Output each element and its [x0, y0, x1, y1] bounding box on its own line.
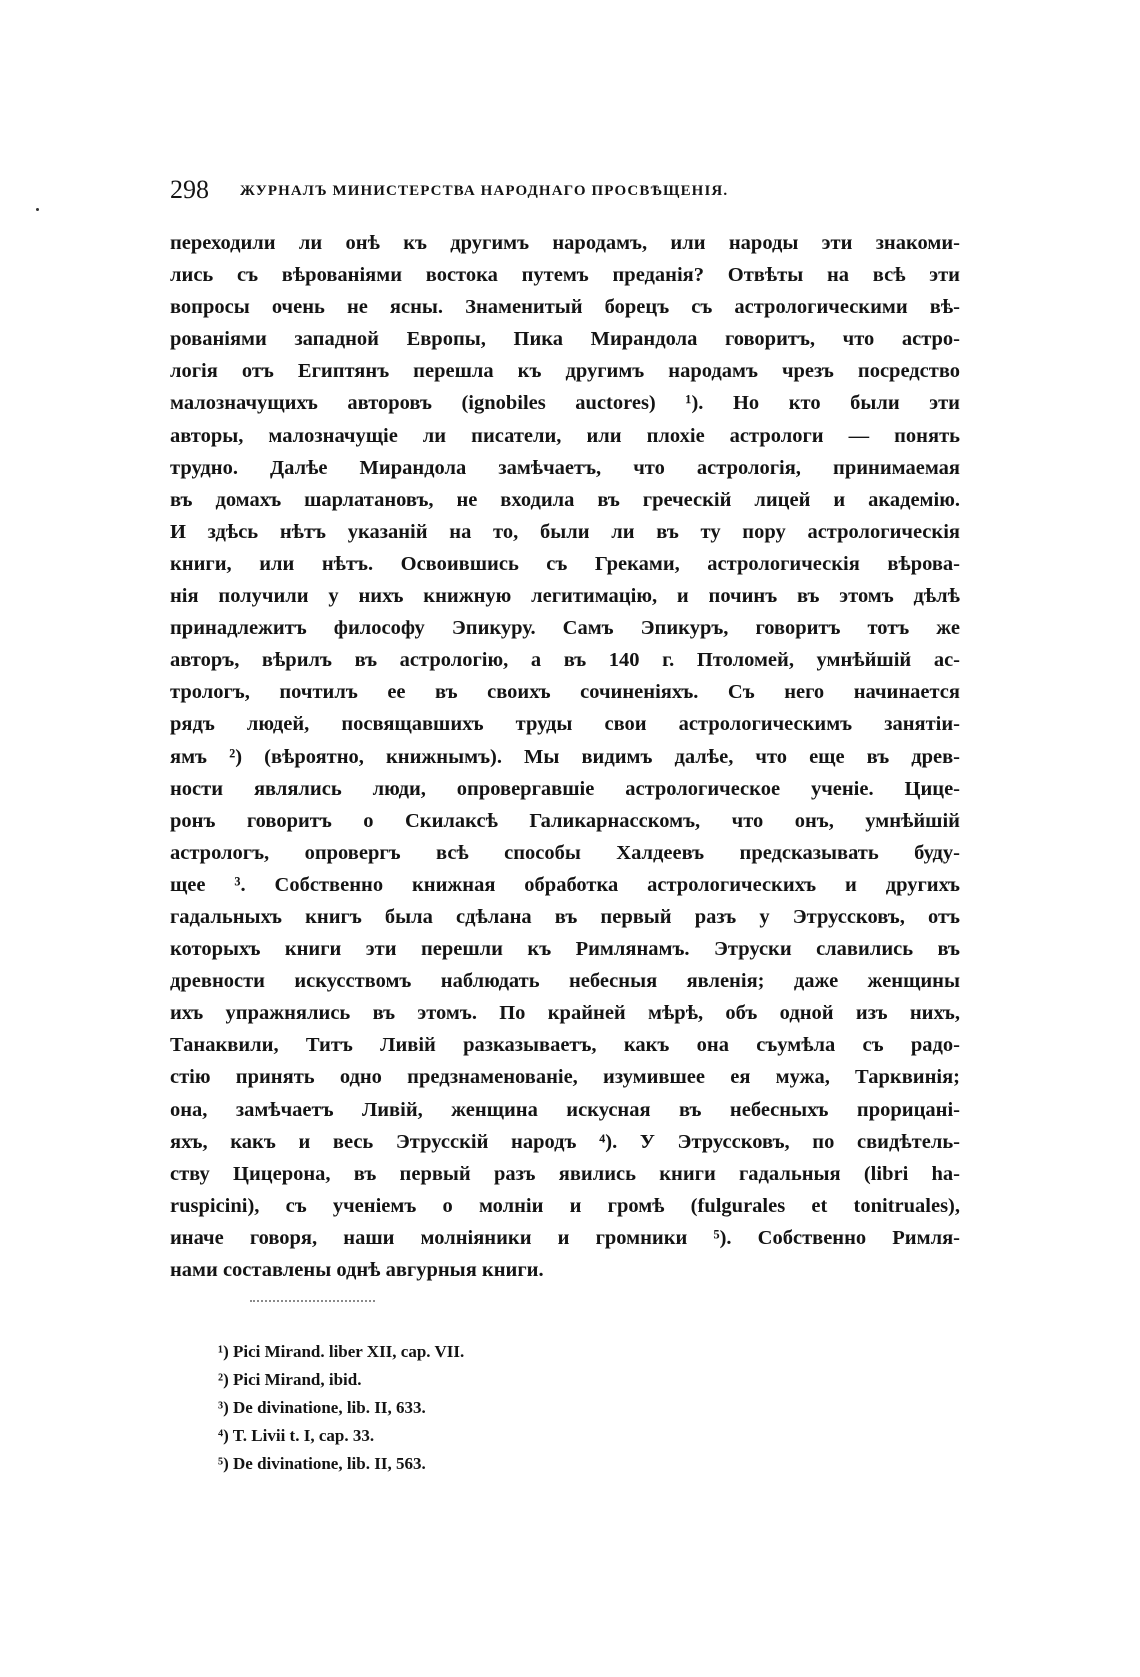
body-line: древности искусствомъ наблюдать небесныя явленія; даже женщины [170, 970, 960, 993]
footnote-5: ⁵) De divinatione, lib. II, 563. [218, 1454, 426, 1473]
body-line: ству Цицерона, въ первый разъ явились книги гадальныя (libri ha- [170, 1162, 960, 1185]
scan-speck [36, 208, 39, 211]
body-line: рядъ людей, посвящавшихъ труды свои астрологическимъ занятіи- [170, 713, 960, 736]
body-line: щее ³. Собственно книжная обработка астрологическихъ и другихъ [170, 873, 960, 896]
body-line: она, замѣчаетъ Ливій, женщина искусная въ небесныхъ прорицані- [170, 1098, 960, 1121]
body-line: авторы, малозначущіе ли писатели, или плохіе астрологи — понять [170, 424, 960, 447]
body-line: И здѣсь нѣтъ указаній на то, были ли въ ту пору астрологическія [170, 520, 960, 543]
body-line: нія получили у нихъ книжную легитимацію, и починъ въ этомъ дѣлѣ [170, 585, 960, 608]
body-line: ности являлись люди, опровергавшіе астрологическое ученіе. Цице- [170, 777, 960, 800]
body-line: ruspicini), съ ученіемъ о молніи и громѣ (fulgurales et tonitruales), [170, 1194, 960, 1217]
running-title: ЖУРНАЛЪ МИНИСТЕРСТВА НАРОДНАГО ПРОСВѢЩЕНІЯ. [240, 183, 729, 199]
body-line: Танаквили, Титъ Ливій разказываетъ, какъ она съумѣла съ радо- [170, 1034, 960, 1057]
body-line: которыхъ книги эти перешли къ Римлянамъ. Этруски славились въ [170, 938, 960, 961]
body-line: астрологъ, опровергъ всѣ способы Халдеевъ предсказывать буду- [170, 841, 960, 864]
footnote-2: ²) Pici Mirand, ibid. [218, 1370, 362, 1389]
body-line: рованіями западной Европы, Пика Мирандола говоритъ, что астро- [170, 328, 960, 351]
page-number: 298 [170, 175, 209, 204]
body-line: вопросы очень не ясны. Знаменитый борецъ съ астрологическими вѣ- [170, 296, 960, 319]
body-text [170, 227, 960, 1286]
footnote-3: ³) De divinatione, lib. II, 633. [218, 1398, 426, 1417]
footnote-separator [250, 1300, 375, 1302]
body-line: логія отъ Египтянъ перешла къ другимъ народамъ чрезъ посредство [170, 360, 960, 383]
body-line: въ домахъ шарлатановъ, не входила въ греческій лицей и академію. [170, 488, 960, 511]
body-line: трудно. Далѣе Мирандола замѣчаетъ, что астрологія, принимаемая [170, 456, 960, 479]
body-line: малозначущихъ авторовъ (ignobiles auctores) ¹). Но кто были эти [170, 392, 960, 415]
body-line: трологъ, почтилъ ее въ своихъ сочиненіяхъ. Съ него начинается [170, 681, 960, 704]
body-line: книги, или нѣтъ. Освоившись съ Греками, астрологическія вѣрова- [170, 552, 960, 575]
body-line: гадальныхъ книгъ была сдѣлана въ первый разъ у Этруссковъ, отъ [170, 905, 960, 928]
body-line: авторъ, вѣрилъ въ астрологію, а въ 140 г. Птоломей, умнѣйшій ас- [170, 649, 960, 672]
body-line: яхъ, какъ и весь Этрусскій народъ ⁴). У Этруссковъ, по свидѣтель- [170, 1130, 960, 1153]
body-line: переходили ли онѣ къ другимъ народамъ, или народы эти знакоми- [170, 232, 960, 254]
body-line: нами составлены однѣ авгурныя книги. [170, 1259, 544, 1281]
body-line: принадлежитъ философу Эпикуру. Самъ Эпикуръ, говоритъ тотъ же [170, 617, 960, 640]
page-header [170, 174, 960, 206]
body-line: ихъ упражнялись въ этомъ. По крайней мѣрѣ, объ одной изъ нихъ, [170, 1002, 960, 1025]
body-line: иначе говоря, наши молніяники и громники ⁵). Собственно Римля- [170, 1226, 960, 1249]
body-line: ямъ ²) (вѣроятно, книжнымъ). Мы видимъ далѣе, что еще въ древ- [170, 745, 960, 768]
body-line: ронъ говоритъ о Скилаксѣ Галикарнасскомъ, что онъ, умнѣйшій [170, 809, 960, 832]
footnote-4: ⁴) T. Livii t. I, cap. 33. [218, 1426, 375, 1445]
footnote-1: ¹) Pici Mirand. liber XII, cap. VII. [218, 1342, 465, 1361]
footnotes [218, 1338, 638, 1478]
body-line: стію принять одно предзнаменованіе, изумившее ея мужа, Тарквинія; [170, 1066, 960, 1089]
body-line: лись съ вѣрованіями востока путемъ преданія? Отвѣты на всѣ эти [170, 264, 960, 287]
